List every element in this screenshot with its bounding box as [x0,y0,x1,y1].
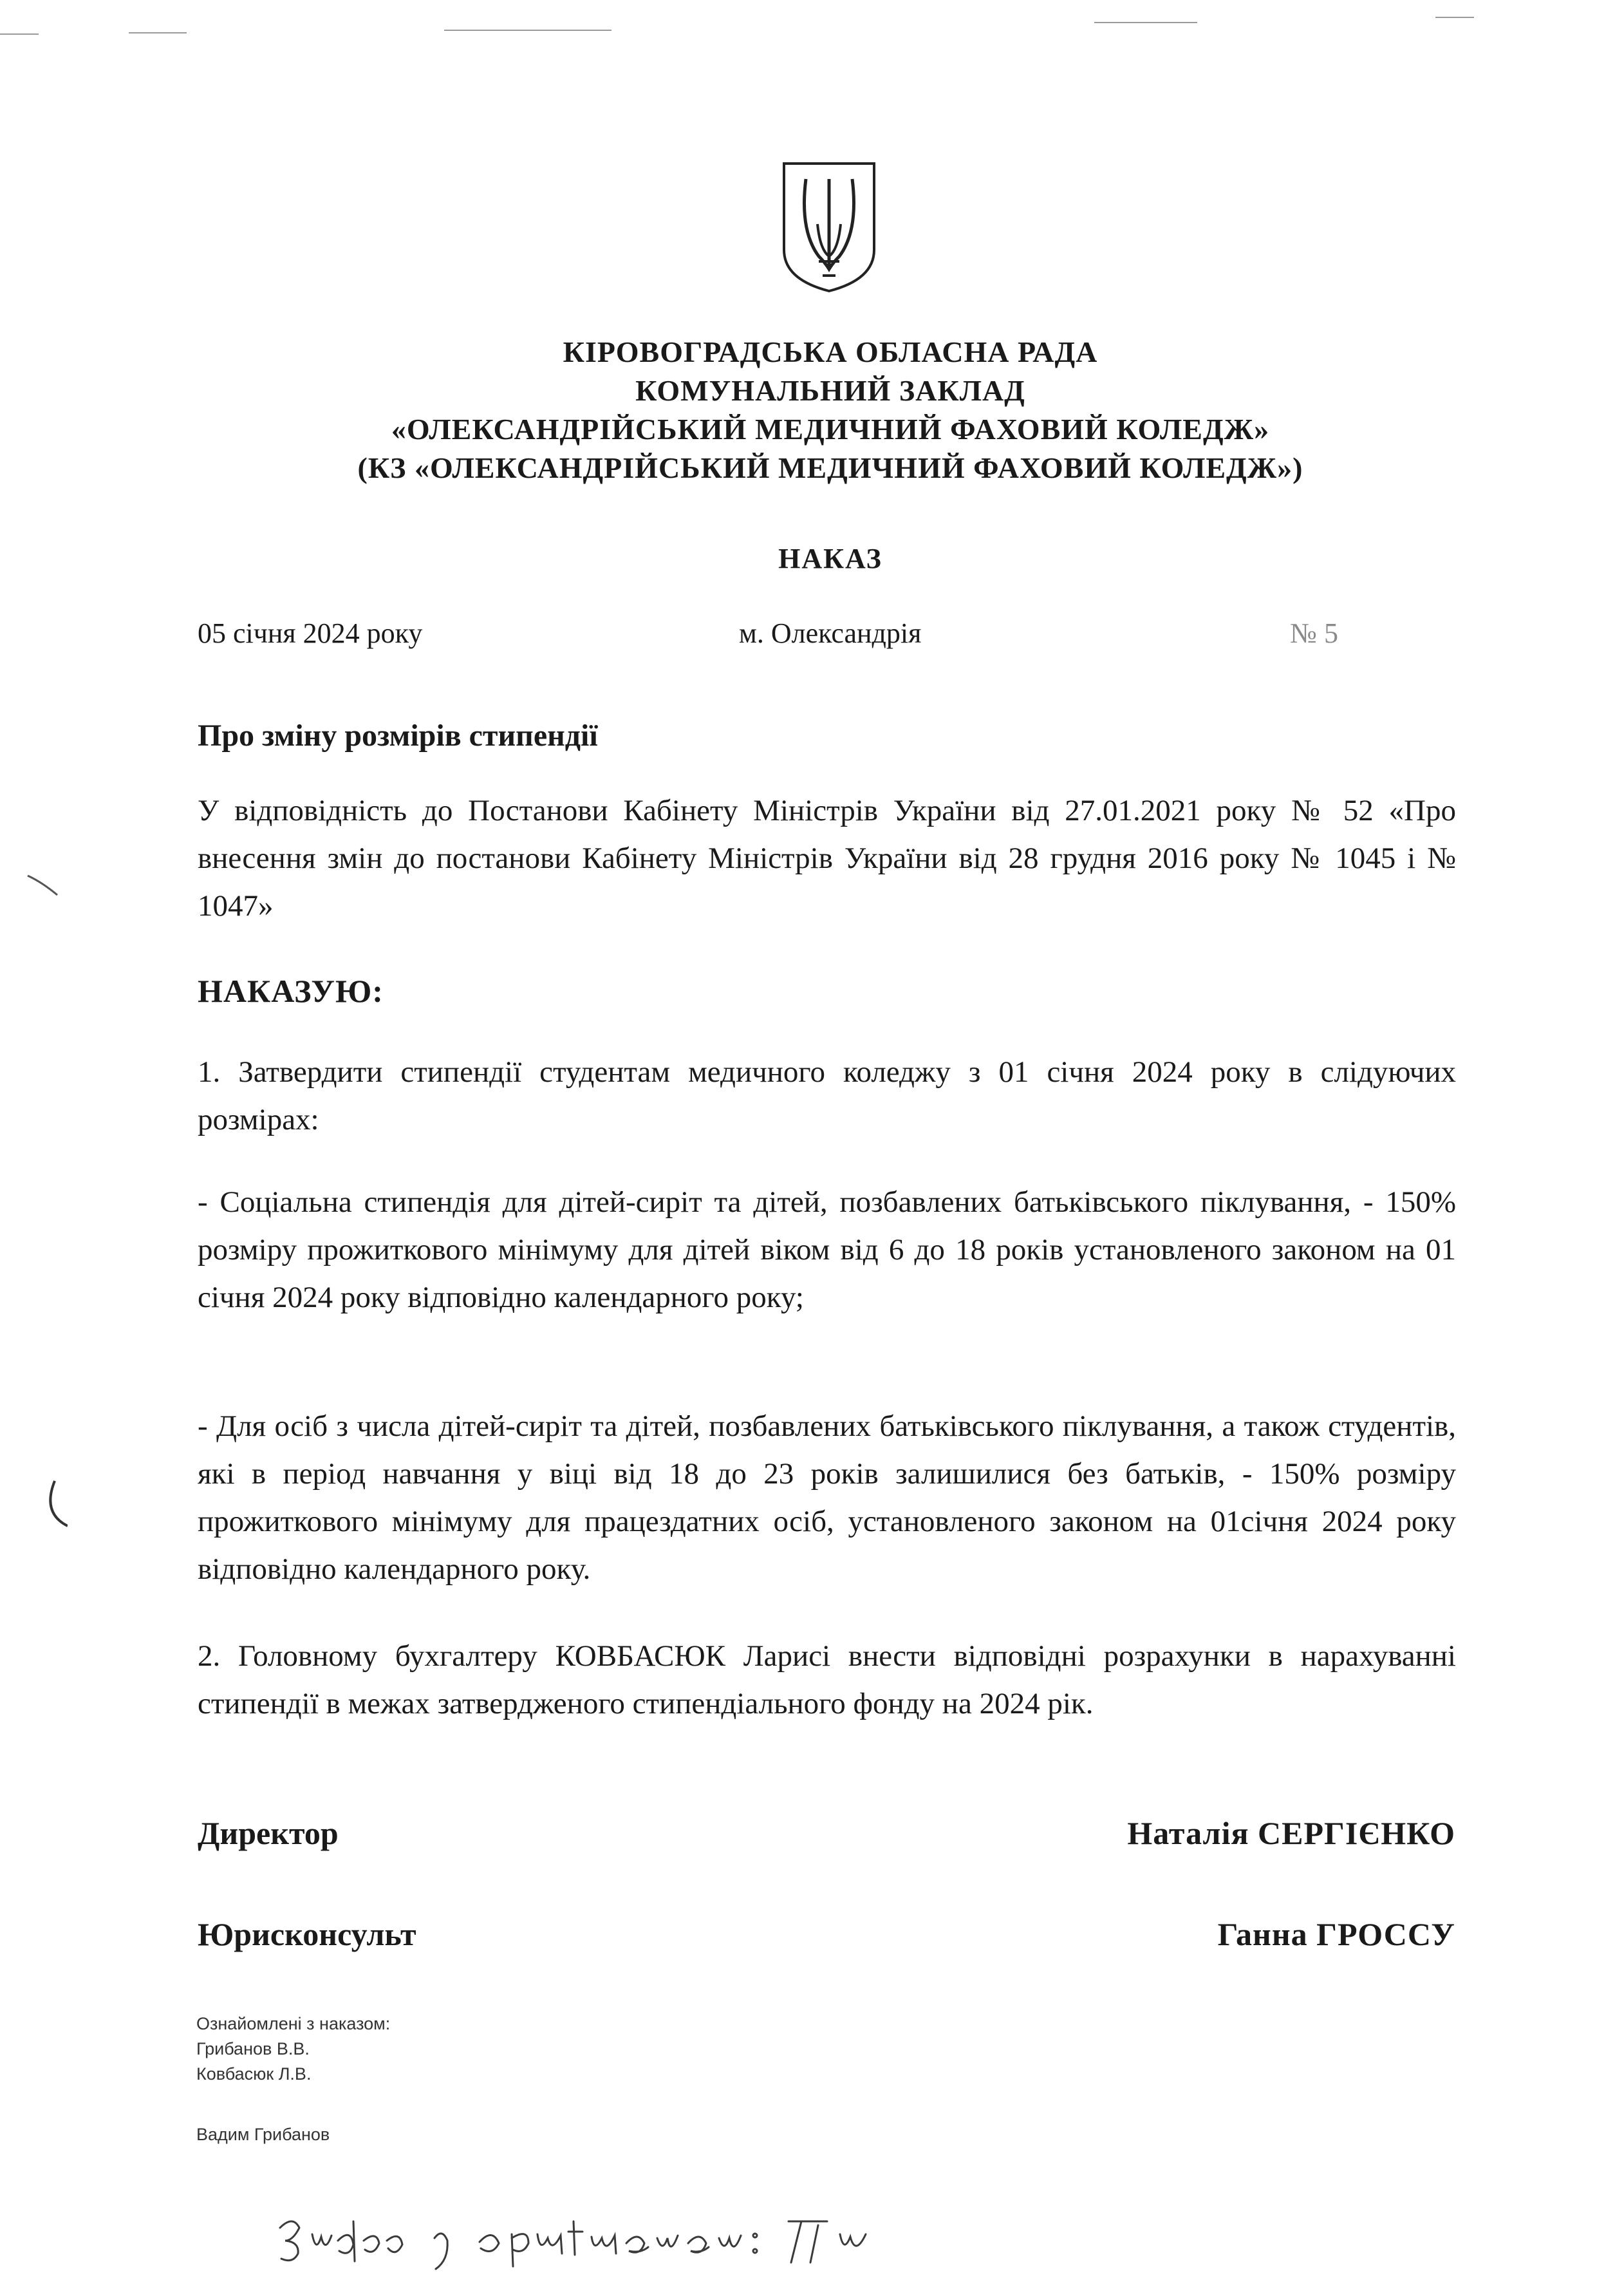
scan-speck [1435,17,1474,18]
acknowledged-person: Ковбасюк Л.В. [196,2064,312,2084]
document-title: НАКАЗ [778,543,882,574]
scan-speck [129,32,187,33]
order-item-2: 2. Головному бухгалтеру КОВБАСЮК Ларисі внести відповідні розрахунки в нарахуванні стипендії в межах затвердженого стипендіального фонду на 2024 рік. [198,1639,1456,1720]
scan-speck [444,30,611,31]
lawyer-role: Юрисконсульт [198,1916,416,1952]
order-bullet-orphans: - Для осіб з числа дітей-сиріт та дітей, позбавлених батьківського піклування, а також студентів, які в період навчання у віці від 18 до 23 років залишилися без батьків, - 150% розміру прожиткового мінімуму для працездатних осіб, установленого законом на 01січня 2024 року відповідно календарного року. [198,1409,1456,1586]
scan-speck [1094,22,1197,23]
header-institution-short: (КЗ «ОЛЕКСАНДРІЙСЬКИЙ МЕДИЧНИЙ ФАХОВИЙ КОЛЕДЖ») [357,451,1303,484]
director-name: Наталія СЕРГІЄНКО [1127,1815,1455,1851]
header-council: КІРОВОГРАДСЬКА ОБЛАСНА РАДА [563,335,1098,368]
header-institution-type: КОМУНАЛЬНИЙ ЗАКЛАД [635,374,1025,407]
lawyer-name: Ганна ГРОССУ [1217,1916,1455,1952]
acknowledged-person: Грибанов В.В. [196,2039,310,2058]
order-number: № 5 [1290,617,1338,649]
scan-speck [0,33,39,35]
acknowledged-heading: Ознайомлені з наказом: [196,2014,391,2033]
handwritten-certification-note [274,2202,969,2273]
scan-mark [23,863,68,921]
order-city: м. Олександрія [739,617,922,649]
coat-of-arms-ukraine-icon [780,160,878,294]
header-institution-name: «ОЛЕКСАНДРІЙСЬКИЙ МЕДИЧНИЙ ФАХОВИЙ КОЛЕДЖ» [391,413,1270,446]
scan-mark [23,1474,68,1532]
preamble-paragraph: У відповідність до Постанови Кабінету Міністрів України від 27.01.2021 року № 52 «Про внесення змін до постанови Кабінету Міністрів України від 28 грудня 2016 року № 1045 і № 1047» [198,794,1456,923]
acknowledged-signer: Вадим Грибанов [196,2125,330,2144]
order-item-1: 1. Затвердити стипендії студентам медичного коледжу з 01 січня 2024 року в слідуючих розмірах: [198,1055,1456,1136]
orders-heading: НАКАЗУЮ: [198,973,384,1009]
order-bullet-social-scholarship: - Соціальна стипендія для дітей-сиріт та дітей, позбавлених батьківського піклування, - 150% розміру прожиткового мінімуму для дітей віком від 6 до 18 років установленого законом на 01 січня 2024 року відповідно календарного року; [198,1185,1456,1314]
director-role: Директор [198,1815,339,1851]
order-subject: Про зміну розмірів стипендії [198,719,598,753]
order-date: 05 січня 2024 року [198,617,423,649]
